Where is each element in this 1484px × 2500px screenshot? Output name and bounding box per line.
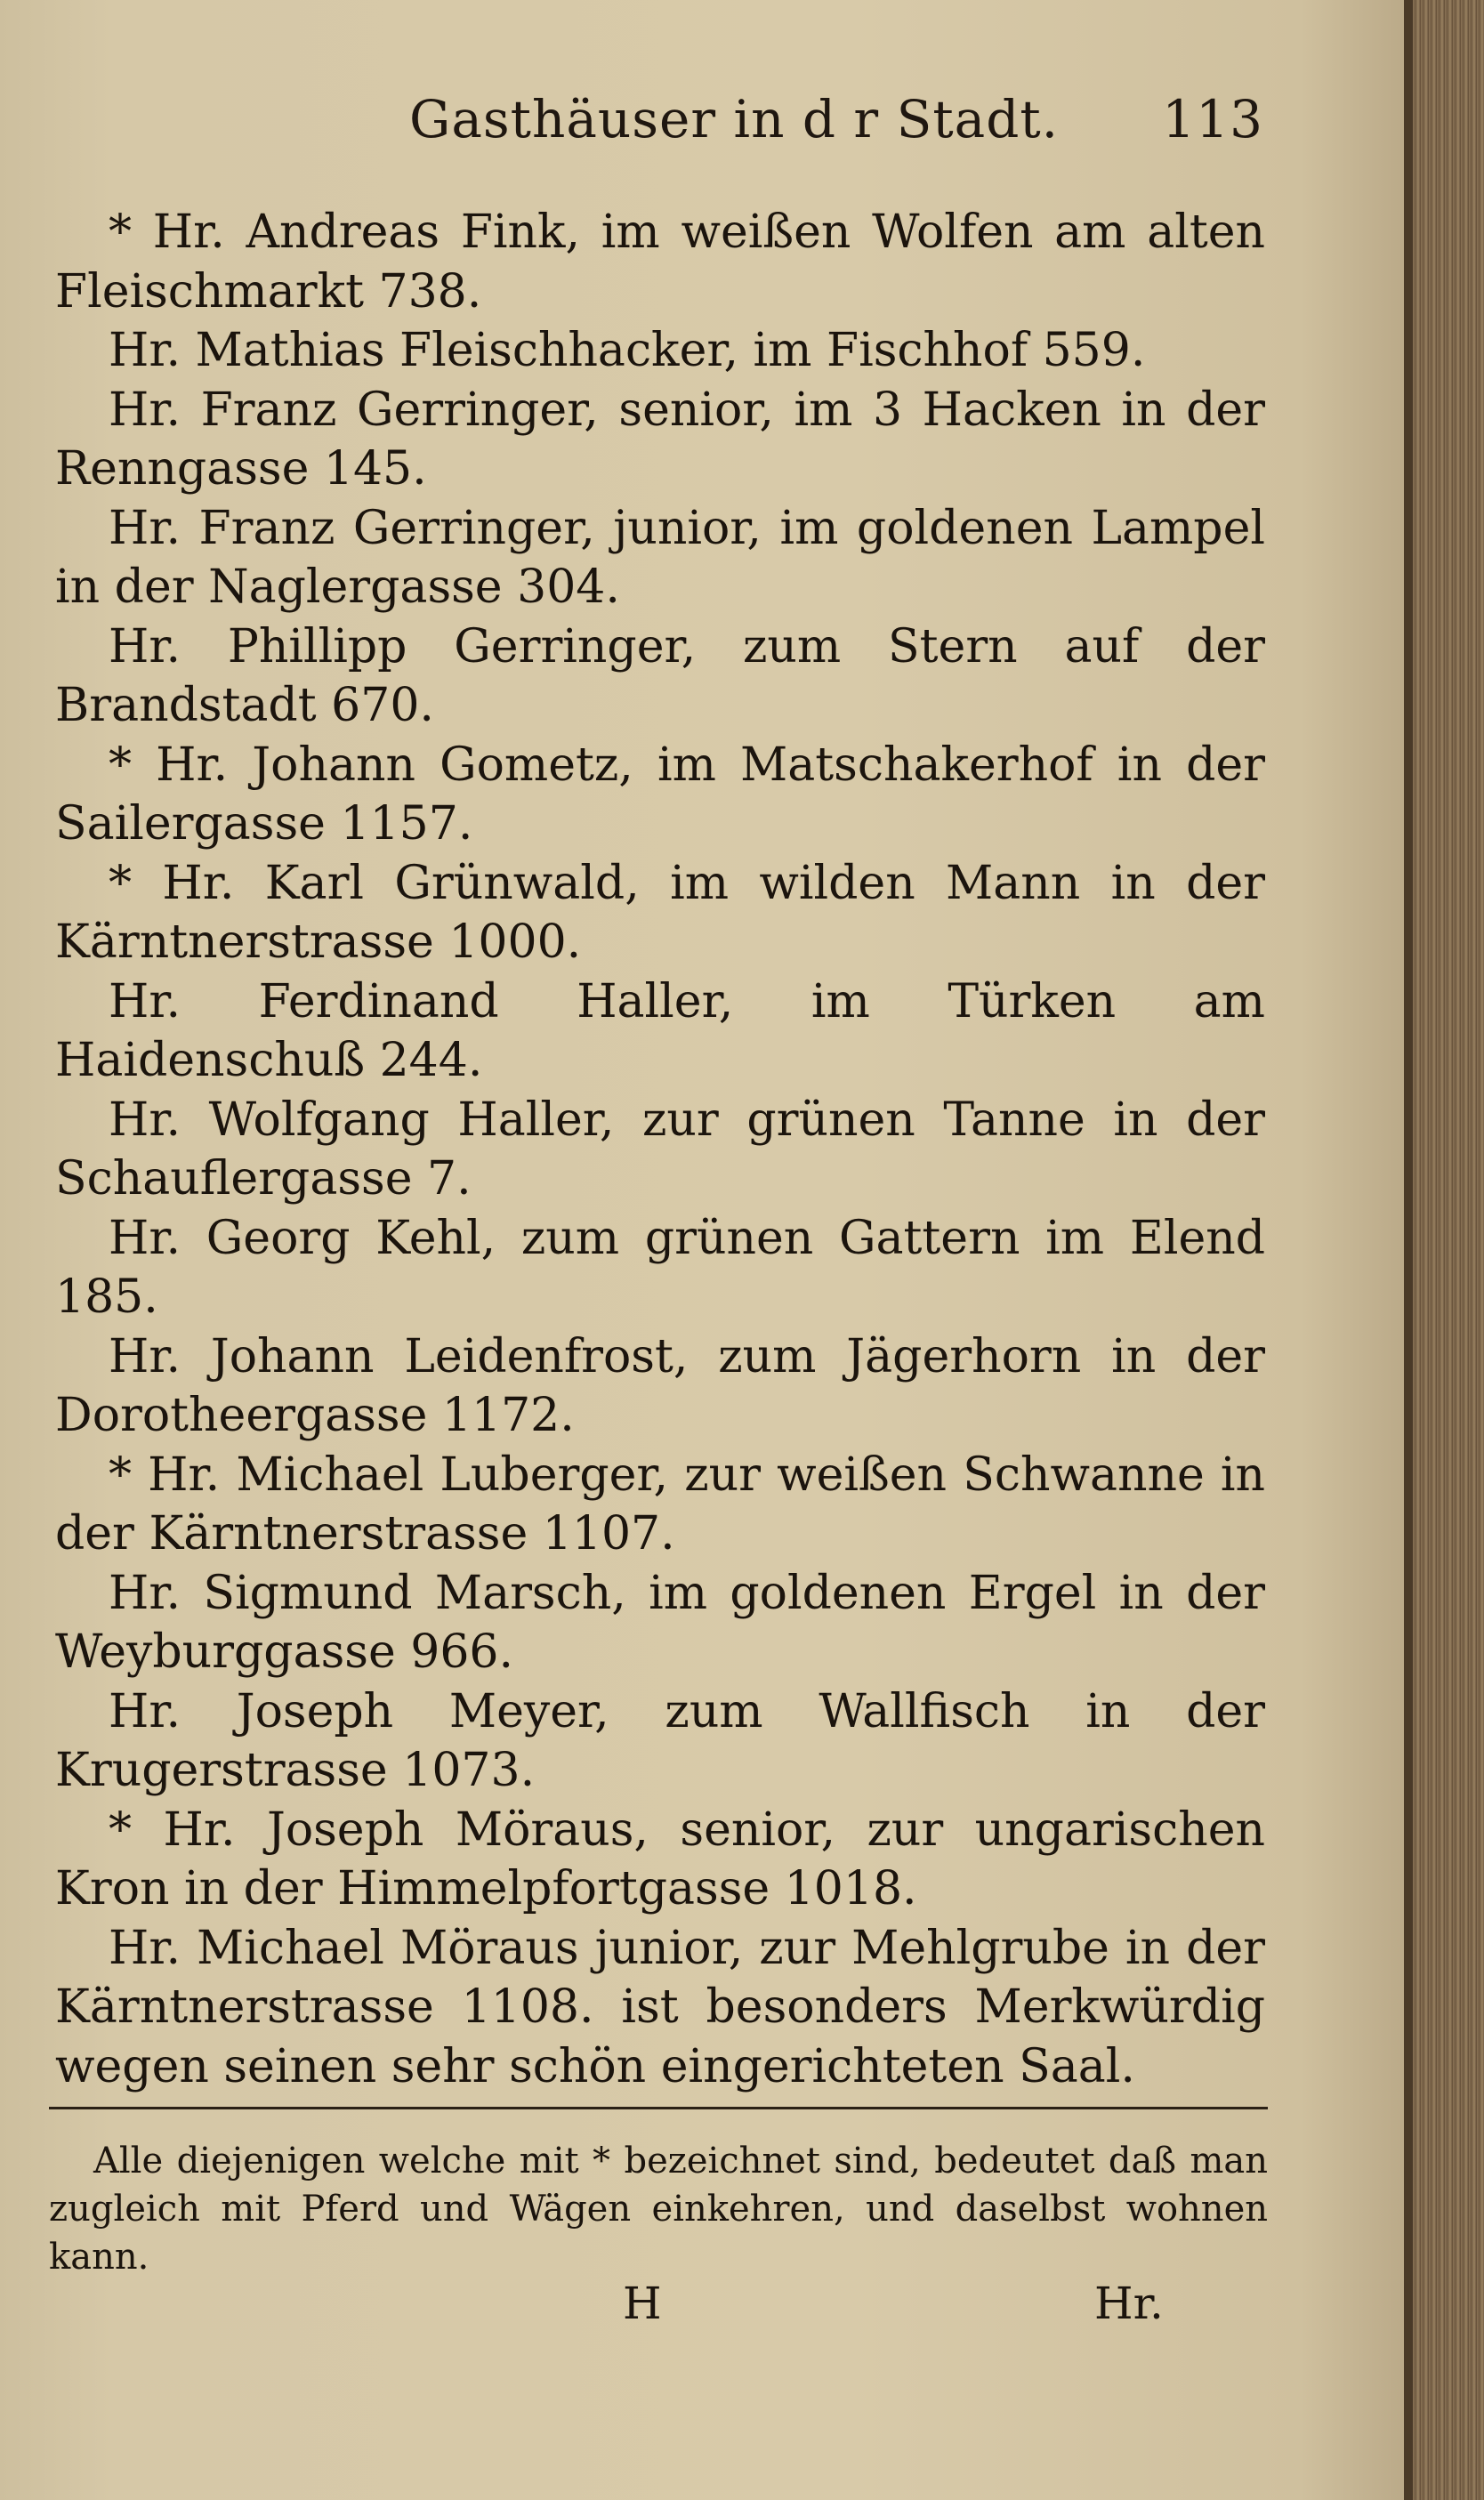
entry: Hr. Phillipp Gerringer, zum Stern auf der Brandstadt 670. — [55, 619, 1265, 732]
main-text — [55, 203, 1265, 2096]
entry: * Hr. Joseph Möraus, senior, zur ungarischen Kron in der Himmelpfortgasse 1018. — [55, 1802, 1265, 1915]
entry: Hr. Ferdinand Haller, im Türken am Haidenschuß 244. — [55, 974, 1265, 1087]
entry: * Hr. Karl Grünwald, im wilden Mann in der Kärntnerstrasse 1000. — [55, 856, 1265, 969]
entry: Hr. Wolfgang Haller, zur grünen Tanne in der Schauflergasse 7. — [55, 1093, 1265, 1206]
footnote: Alle diejenigen welche mit * bezeichnet sind, bedeutet daß man zugleich mit Pferd und Wägen einkehren, und daselbst wohnen kann. — [49, 2141, 1268, 2278]
entry: Hr. Sigmund Marsch, im goldenen Ergel in der Weyburggasse 966. — [55, 1566, 1265, 1679]
entry: Hr. Franz Gerringer, junior, im goldenen Lampel in der Naglergasse 304. — [55, 501, 1265, 614]
running-title: Gasthäuser in d r Stadt. — [409, 89, 1060, 149]
page-gutter — [1404, 0, 1413, 2500]
signature-mark: H — [623, 2278, 662, 2329]
entry: Hr. Joseph Meyer, zum Wallfisch in der Krugerstrasse 1073. — [55, 1684, 1265, 1797]
entry: Hr. Michael Möraus junior, zur Mehlgrube in der Kärntnerstrasse 1108. ist besonders Merkwürdig wegen seinen sehr schön eingerichteten Saal. — [55, 1921, 1265, 2093]
entry: Hr. Mathias Fleischhacker, im Fischhof 559. — [109, 324, 1146, 377]
entry: Hr. Georg Kehl, zum grünen Gattern im Elend 185. — [55, 1211, 1265, 1324]
entry: Hr. Franz Gerringer, senior, im 3 Hacken in der Renngasse 145. — [55, 383, 1265, 496]
catchword: Hr. — [1094, 2278, 1164, 2329]
entry: * Hr. Johann Gometz, im Matschakerhof in der Sailergasse 1157. — [55, 738, 1265, 851]
entry: * Hr. Michael Luberger, zur weißen Schwanne in der Kärntnerstrasse 1107. — [55, 1448, 1265, 1560]
footnote-divider — [49, 2107, 1268, 2109]
page-number: 113 — [1162, 89, 1263, 149]
entry: Hr. Johann Leidenfrost, zum Jägerhorn in der Dorotheergasse 1172. — [55, 1329, 1265, 1442]
book-edge — [1413, 0, 1484, 2500]
running-header — [409, 89, 1263, 160]
entry: * Hr. Andreas Fink, im weißen Wolfen am alten Fleischmarkt 738. — [55, 206, 1265, 319]
